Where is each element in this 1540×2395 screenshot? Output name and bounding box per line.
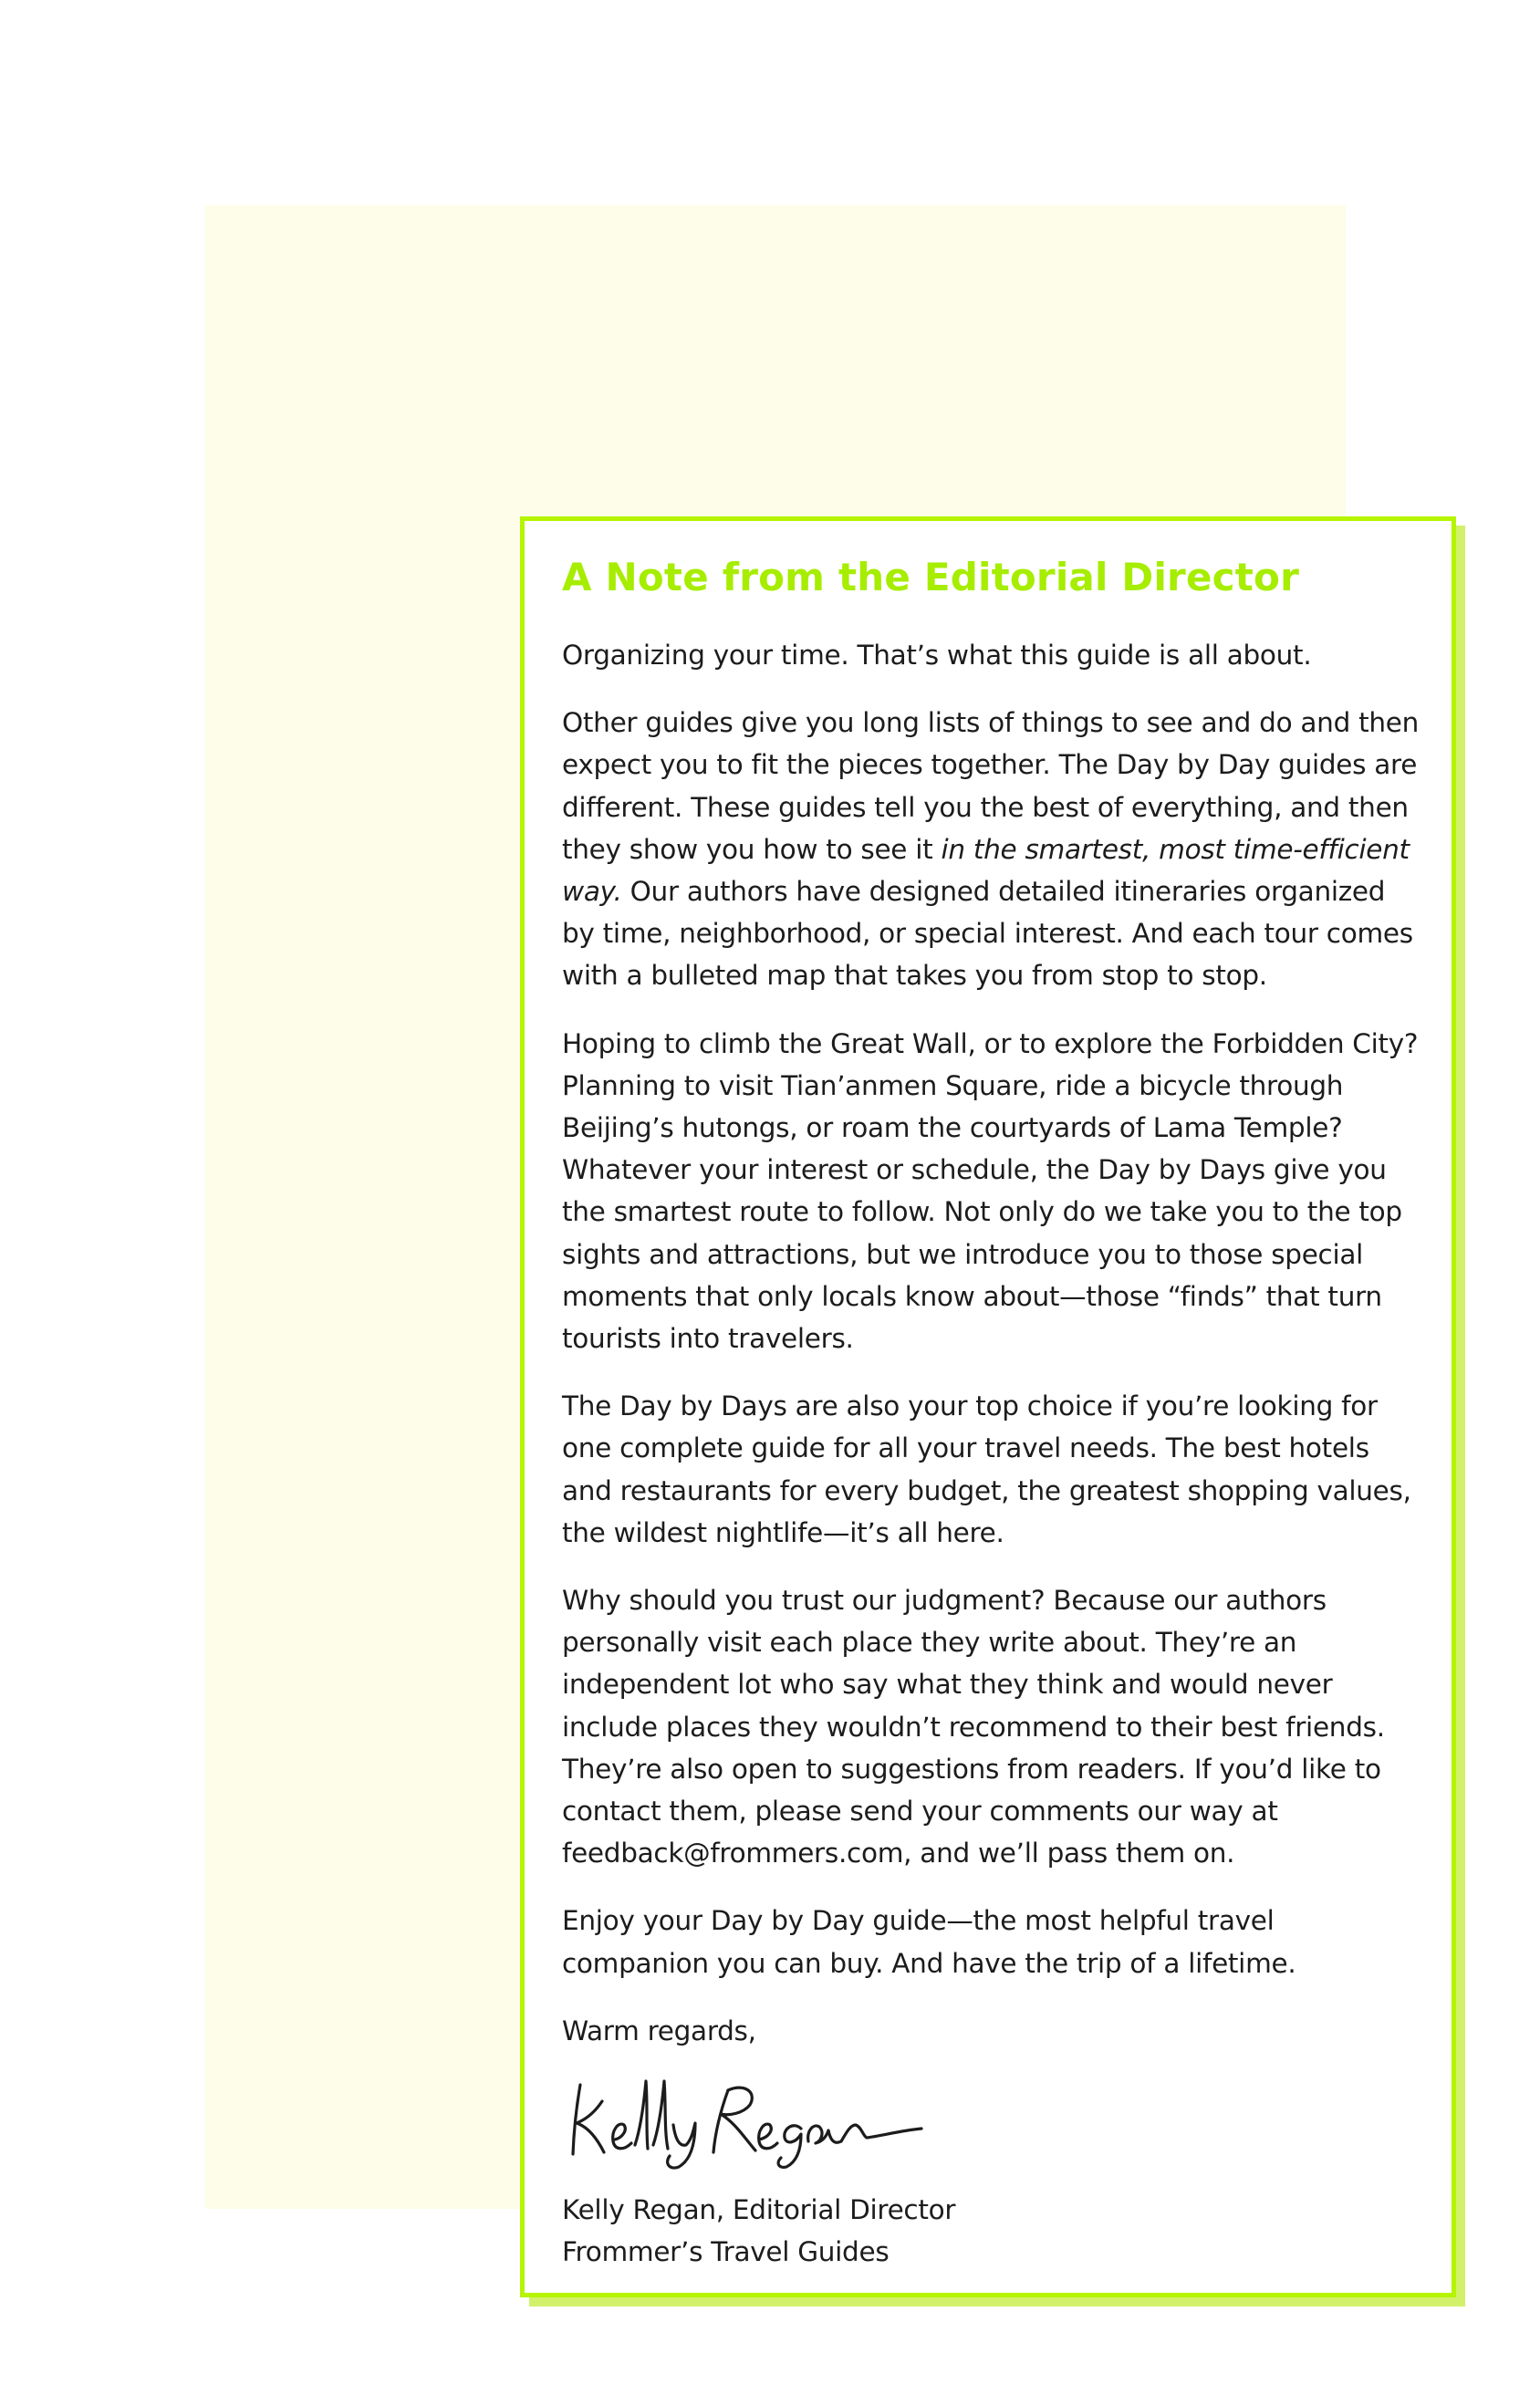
note-content <box>562 552 1425 2274</box>
note-title: A Note from the Editorial Director <box>562 555 1299 599</box>
para2-text-before: Other guides give you long lists of things to see and do and then expect you to fit the pieces together. The Day by Day guides are different. These guides tell you the best of everything, and then they show you how to see it <box>562 707 1419 865</box>
signatory-name-title: Kelly Regan, Editorial Director <box>562 2194 956 2226</box>
para2-text-after: Our authors have designed detailed itineraries organized by time, neighborhood, or special interest. And each tour comes with a bulleted map that takes you from stop to stop. <box>562 876 1413 992</box>
closing-salutation: Warm regards, <box>562 2015 756 2046</box>
signatory-organization: Frommer’s Travel Guides <box>562 2236 890 2268</box>
note-paragraph-sights: Hoping to climb the Great Wall, or to explore the Forbidden City? Planning to visit Tian’anmen Square, ride a bicycle through Beijing’s hutongs, or roam the courtyards of Lama Temple? Whatever your interest or schedule, the Day by Days give you the smartest route to follow. Not only do we take you to the top sights and attractions, but we introduce you to those special moments that only locals know about—those “finds” that turn tourists into travelers. <box>562 1027 1419 1355</box>
editorial-note-box <box>520 516 1456 2297</box>
note-paragraph-travel-needs: The Day by Days are also your top choice if you’re looking for one complete guide for all your travel needs. The best hotels and restaurants for every budget, the greatest shopping values, the wildest nightlife—it’s all here. <box>562 1390 1411 1548</box>
handwritten-signature <box>562 2065 927 2174</box>
signature-block <box>562 2010 1425 2274</box>
note-intro-paragraph: Organizing your time. That’s what this guide is all about. <box>562 640 1312 671</box>
note-paragraph-enjoy: Enjoy your Day by Day guide—the most helpful travel companion you can buy. And have the trip of a lifetime. <box>562 1905 1296 1979</box>
note-paragraph-guides <box>562 702 1425 996</box>
para2-emphasis: in the smartest, most time-efficient way. <box>562 833 1410 908</box>
note-paragraph-trust: Why should you trust our judgment? Because our authors personally visit each place they write about. They’re an independent lot who say what they think and would never include places they wouldn’t recommend to their best friends. They’re also open to suggestions from readers. If you’d like to contact them, please send your comments our way at feedback@frommers.com, and we’ll pass them on. <box>562 1585 1385 1869</box>
page-background-panel <box>205 205 1419 2268</box>
